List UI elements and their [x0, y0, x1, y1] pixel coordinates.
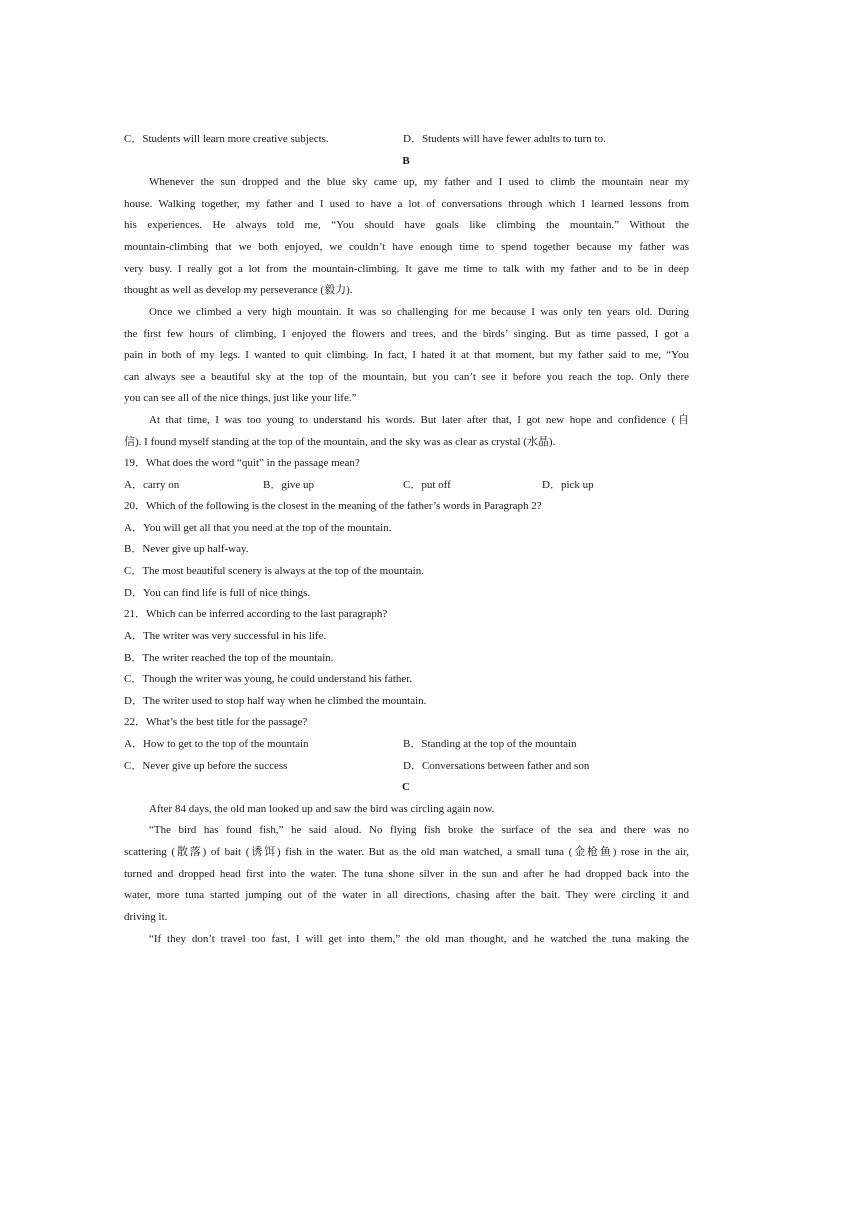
text-line: you can see all of the nice things, just like your life.” — [124, 392, 357, 404]
text-line: house. Walking together, my father and I used to have a lot of conversations through which I learned lessons from — [124, 198, 689, 210]
section-c-heading: C — [402, 781, 410, 793]
text-line: “The bird has found fish,” he said aloud. No flying fish broke the surface of the sea and there was no — [149, 824, 689, 836]
question-19-option-c: C．put off — [403, 479, 451, 491]
text-line: At that time, I was too young to understand his words. But later after that, I got new hope and confidence (自 — [149, 414, 689, 426]
text-line: scattering (散落) of bait (诱饵) fish in the water. But as the old man watched, a small tuna (金枪鱼) rose in the air, — [124, 846, 689, 858]
text-line: 信). I found myself standing at the top of the mountain, and the sky was as clear as crystal (水晶). — [124, 436, 556, 448]
text-line: driving it. — [124, 911, 168, 923]
text-line: thought as well as develop my perseverance (毅力). — [124, 284, 353, 296]
question-20-stem: 20．Which of the following is the closest in the meaning of the father’s words in Paragraph 2? — [124, 500, 542, 512]
question-19-option-d: D．pick up — [542, 479, 594, 491]
question-21-stem: 21．Which can be inferred according to the last paragraph? — [124, 608, 388, 620]
text-line: mountain-climbing that we both enjoyed, we couldn’t have enough time to spend together because my father was — [124, 241, 689, 253]
text-line: his experiences. He always told me, “You should have goals like climbing the mountain.” Without the — [124, 219, 689, 231]
section-b-heading: B — [402, 155, 410, 167]
question-22-stem: 22．What’s the best title for the passage? — [124, 716, 308, 728]
text-line: the first few hours of climbing, I enjoyed the flowers and trees, and the birds’ singing. But as time passed, I got a — [124, 328, 689, 340]
prev-option-d: D．Students will have fewer adults to turn to. — [403, 133, 606, 145]
text-line: water, more tuna started jumping out of the water in all directions, chasing after the bait. They were circling it and — [124, 889, 689, 901]
question-20-option-c: C．The most beautiful scenery is always at the top of the mountain. — [124, 565, 424, 577]
question-22-option-c: C．Never give up before the success — [124, 760, 288, 772]
text-line: Whenever the sun dropped and the blue sky came up, my father and I used to climb the mountain near my — [149, 176, 689, 188]
question-20-option-b: B．Never give up half-way. — [124, 543, 249, 555]
question-21-option-c: C．Though the writer was young, he could understand his father. — [124, 673, 413, 685]
question-20-option-a: A．You will get all that you need at the top of the mountain. — [124, 522, 392, 534]
prev-option-c: C．Students will learn more creative subjects. — [124, 133, 329, 145]
question-21-option-d: D．The writer used to stop half way when he climbed the mountain. — [124, 695, 427, 707]
question-19-stem: 19．What does the word “quit” in the passage mean? — [124, 457, 360, 469]
section-c-paragraph-1: After 84 days, the old man looked up and saw the bird was circling again now. — [149, 803, 495, 815]
question-19-option-a: A．carry on — [124, 479, 180, 491]
text-line: can always see a beautiful sky at the top of the mountain, but you can’t see it before you reach the top. Only there — [124, 371, 689, 383]
question-20-option-d: D．You can find life is full of nice things. — [124, 587, 311, 599]
question-22-option-a: A．How to get to the top of the mountain — [124, 738, 309, 750]
question-22-option-b: B．Standing at the top of the mountain — [403, 738, 577, 750]
text-line: turned and dropped head first into the water. The tuna shone silver in the sun and after he had dropped back into the — [124, 868, 689, 880]
text-line: “If they don’t travel too fast, I will get into them,” the old man thought, and he watched the tuna making the — [149, 933, 689, 945]
question-21-option-b: B．The writer reached the top of the mountain. — [124, 652, 334, 664]
question-22-option-d: D．Conversations between father and son — [403, 760, 590, 772]
text-line: Once we climbed a very high mountain. It was so challenging for me because I was only ten years old. During — [149, 306, 689, 318]
text-line: pain in both of my legs. I wanted to quit climbing. In fact, I hated it at that moment, but my father said to me, “You — [124, 349, 689, 361]
question-19-option-b: B．give up — [263, 479, 315, 491]
text-line: very busy. I really got a lot from the mountain-climbing. It gave me time to talk with my father and to be in deep — [124, 263, 689, 275]
question-21-option-a: A．The writer was very successful in his life. — [124, 630, 327, 642]
